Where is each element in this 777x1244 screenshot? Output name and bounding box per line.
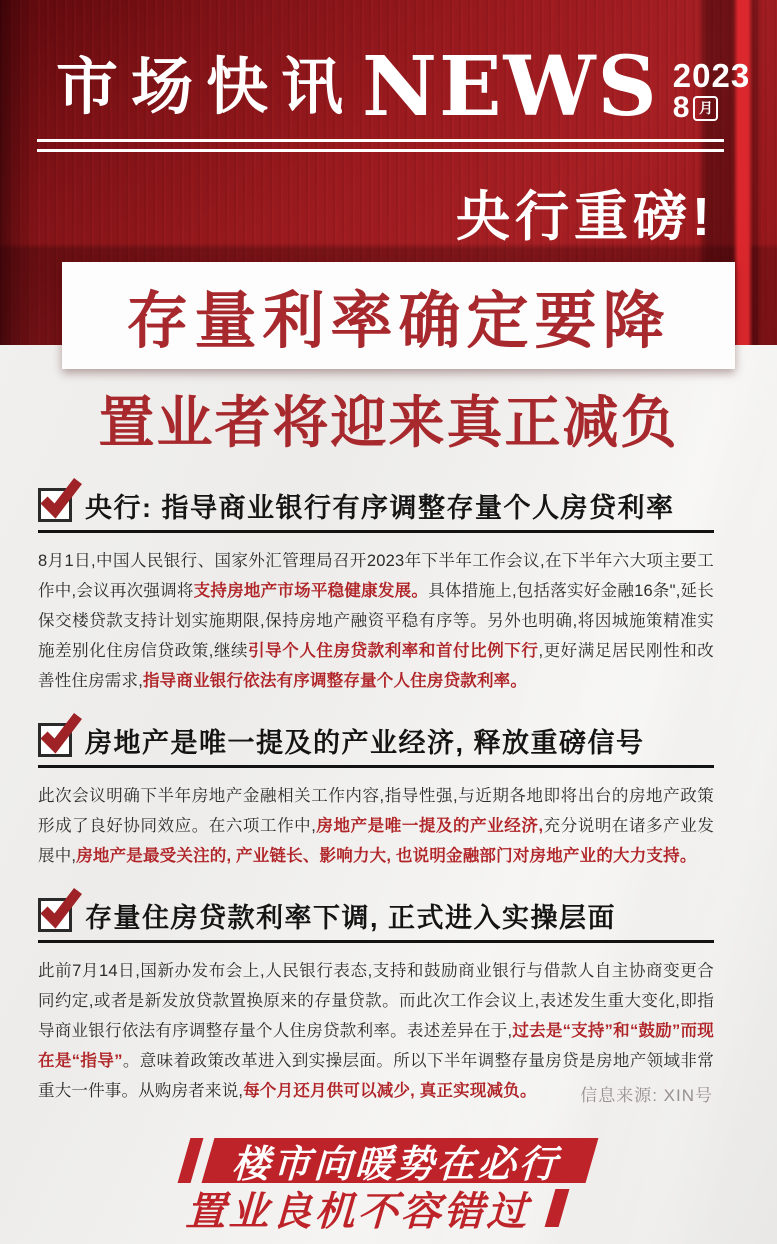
masthead-year: 2023 xyxy=(672,57,751,94)
heading-underline xyxy=(38,940,714,943)
section-heading: 央行: 指导商业银行有序调整存量个人房贷利率 xyxy=(85,492,675,523)
article-content xyxy=(38,484,714,1129)
checkmark-icon xyxy=(38,476,84,518)
masthead-title-cn: 市场快讯 xyxy=(56,53,357,122)
section-paragraph: 此次会议明确下半年房地产金融相关工作内容,指导性强,与近期各地即将出台的房地产政策形成了良好协同效应。在六项工作中,房地产是唯一提及的产业经济,充分说明在诸多产业发展中,房地产是最受关注的, 产业链长、影响力大, 也说明金融部门对房地产业的大力支持。 xyxy=(38,787,715,865)
masthead-date xyxy=(673,50,750,123)
section-heading-row xyxy=(38,484,714,526)
section-heading-row xyxy=(38,719,714,761)
headline-box xyxy=(62,262,735,369)
banner-line2-row xyxy=(0,1187,765,1234)
section-heading: 房地产是唯一提及的产业经济, 释放重磅信号 xyxy=(85,727,645,758)
section-paragraph: 此前7月14日,国新办发布会上,人民银行表态,支持和鼓励商业银行与借款人自主协商变更合同约定,或者是新发放贷款置换原来的存量贷款。而此次工作会议上,表述发生重大变化,即指导商业银行依法有序调整存量个人住房贷款利率。表述差异在于,过去是“支持”和“鼓励”而现在是“指导”。意味着政策改革进入到实操层面。所以下半年调整存量房贷是房地产领域非常重大一件事。从购房者来说,每个月还月供可以减少, 真正实现减负。 xyxy=(38,962,715,1100)
banner-line1-row xyxy=(0,1138,777,1186)
slash-accent-right xyxy=(544,1189,569,1227)
subheadline-text: 置业者将迎来真正减负 xyxy=(98,391,679,454)
section-central-bank xyxy=(38,484,714,696)
headline-text: 存量利率确定要降 xyxy=(126,287,671,356)
banner-line2-text: 置业良机不容错过 xyxy=(182,1189,539,1234)
masthead-title-en: NEWS xyxy=(362,39,659,135)
section-paragraph: 8月1日,中国人民银行、国家外汇管理局召开2023年下半年工作会议,在下半年六大项主要工作中,会议再次强调将支持房地产市场平稳健康发展。具体措施上,包括落实好金融16条",延长保交楼贷款支持计划实施期限,保持房地产融资平稳有序等。另外也明确,将因城施策精准实施差别化住房信贷政策,继续引导个人住房贷款利率和首付比例下行,更好满足居民刚性和改善性住房需求,指导商业银行依法有序调整存量个人住房贷款利率。 xyxy=(38,552,714,690)
section-heading-row xyxy=(38,894,714,936)
masthead-month-unit-badge: 月 xyxy=(693,96,718,121)
section-rate-cut xyxy=(38,894,714,1106)
banner-parallelogram xyxy=(202,1138,599,1186)
checkbox-icon xyxy=(38,898,72,932)
slash-accent-left xyxy=(178,1138,204,1183)
double-rule-divider xyxy=(37,139,724,152)
masthead xyxy=(0,0,777,356)
section-industry-signal xyxy=(38,719,714,871)
heading-underline xyxy=(38,765,714,768)
checkbox-icon xyxy=(38,488,72,522)
heading-underline xyxy=(38,530,714,533)
checkbox-icon xyxy=(38,723,72,757)
masthead-month: 8 xyxy=(672,91,690,124)
masthead-title-row xyxy=(56,39,751,135)
masthead-month-row xyxy=(673,93,750,123)
banner-line1-text: 楼市向暖势在必行 xyxy=(229,1144,570,1186)
footer-banner xyxy=(0,1138,777,1234)
source-credit: 信息来源: XIN号 xyxy=(580,1086,713,1105)
masthead-tagline: 央行重磅! xyxy=(456,187,715,247)
section-heading: 存量住房贷款利率下调, 正式进入实操层面 xyxy=(85,902,617,933)
checkmark-icon xyxy=(38,886,84,928)
checkmark-icon xyxy=(38,711,84,753)
